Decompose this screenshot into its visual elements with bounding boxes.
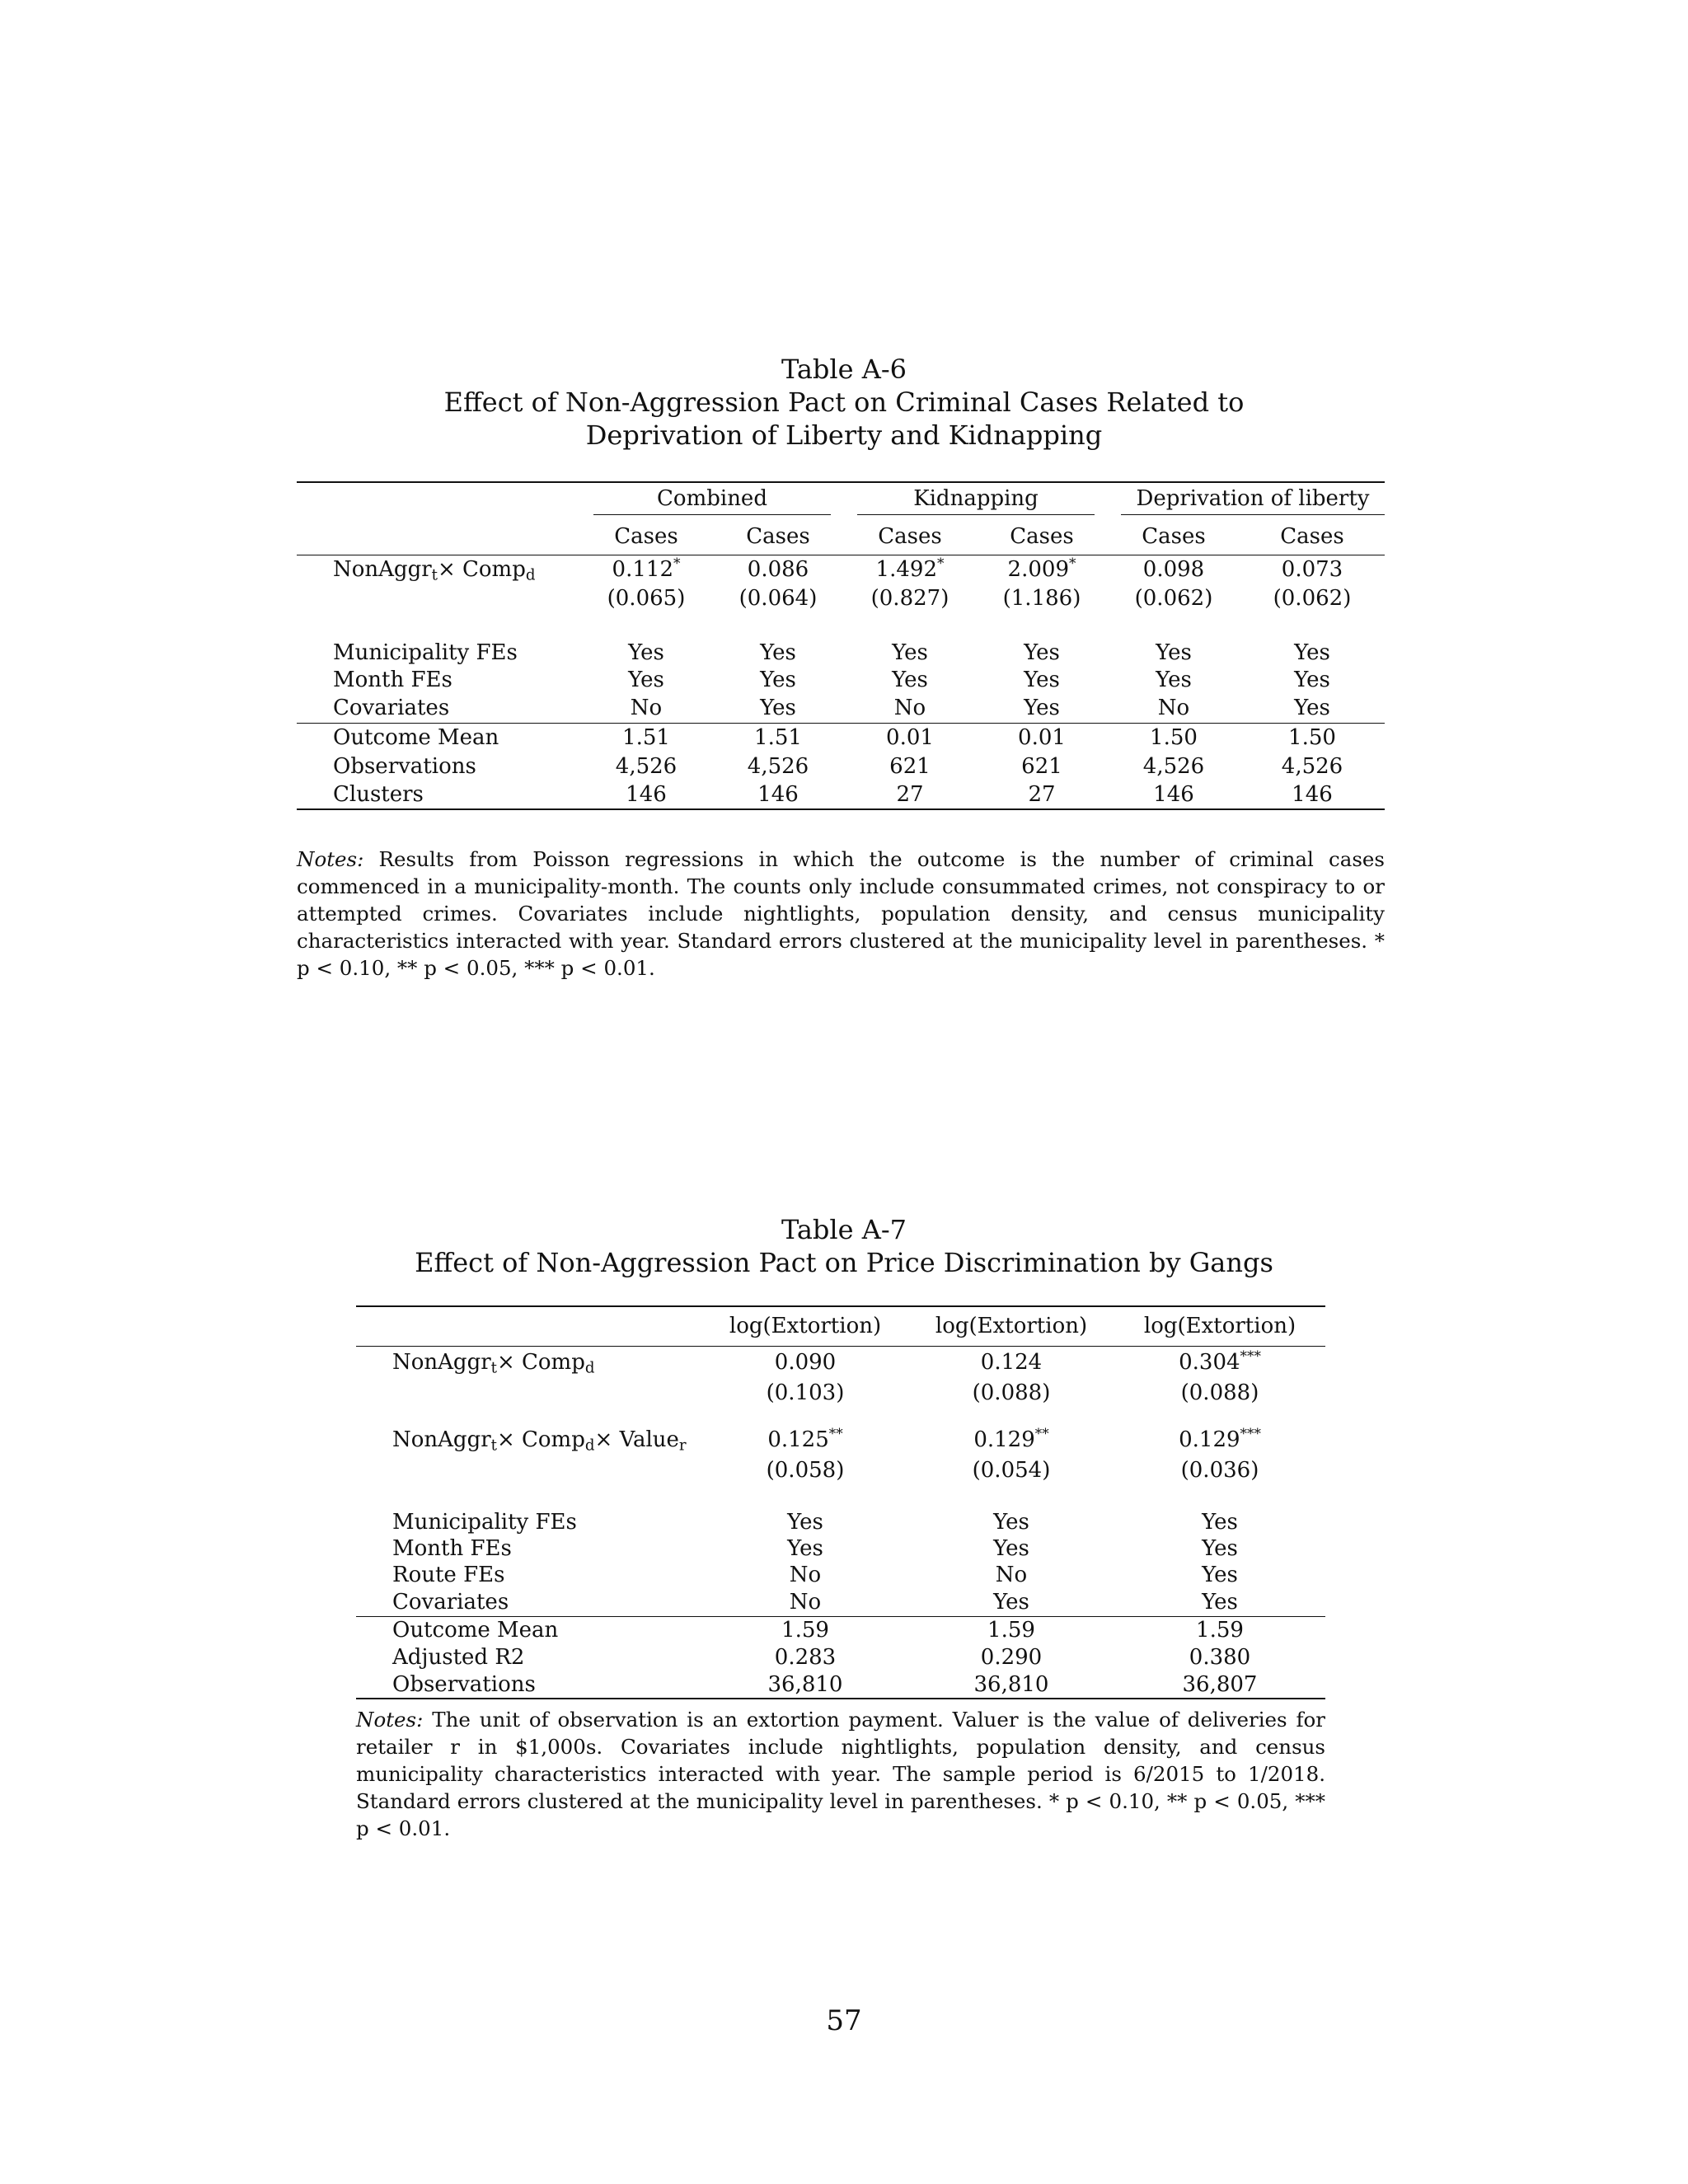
notes-label: Notes: [356,1708,424,1732]
coef-value: 2.009* [1007,555,1076,583]
table-a6-title-block [0,353,1688,452]
table-a7-fe-row: Covariates No Yes Yes [392,1589,1238,1615]
col-header: Cases [1142,523,1206,549]
se-value: (1.186) [1002,586,1081,611]
se-value: (0.064) [738,586,818,611]
col-header: Cases [746,523,810,549]
coef-value: 0.073 [1281,557,1343,583]
table-a6-se-row [297,584,1385,612]
se-value: (0.103) [766,1380,845,1405]
col-header: Cases [878,523,942,549]
se-value: (0.065) [607,586,686,611]
table-a7-stat-row: Adjusted R2 0.283 0.290 0.380 [392,1645,1251,1670]
table-a7-se-row2 [356,1456,1325,1484]
page-number: 57 [826,2004,862,2037]
table-a6-fe-row: Month FEs Yes Yes Yes Yes Yes Yes [333,667,1330,692]
col-header: Cases [1010,523,1074,549]
table-a6-col-header-row [297,518,1385,555]
coef-label: NonAggr$_t$× Comp$_d$ [392,1350,595,1377]
table-a6-stat-row: Outcome Mean 1.51 1.51 0.01 0.01 1.50 1.50 [297,723,1385,752]
se-value: (0.088) [972,1380,1051,1405]
se-value: (0.036) [1180,1458,1259,1483]
table-a6-title-line2: Deprivation of Liberty and Kidnapping [585,419,1103,451]
table-a7-title-line1: Effect of Non-Aggression Pact on Price Discrimination by Gangs [415,1247,1273,1278]
notes-text: The unit of observation is an extortion payment. Valuer is the value of deliveries for retailer r in $1,000s. Covariates include nightlights, population density, and census municipality characteristics interacted with year. The sample period is 6/2015 to 1/2018. Standard errors clustered at the municipality level in parentheses. * p < 0.10, ** p < 0.05, *** p < 0.01. [356,1708,1325,1840]
se-value: (0.088) [1180,1380,1259,1405]
notes-label: Notes: [297,847,364,871]
coef-label: NonAggr$_t$× Comp$_d$ [333,557,536,584]
table-a7-title-block [0,1213,1688,1279]
table-a6-stat-row: Clusters 146 146 27 27 146 146 [333,781,1333,807]
table-a7-fe-row: Route FEs No No Yes [392,1563,1238,1587]
coef-value: 0.098 [1142,557,1205,583]
col-header: Cases [1280,523,1344,549]
table-a7 [356,1305,1325,1699]
table-a6-title-line1: Effect of Non-Aggression Pact on Criminal Cases Related to [443,387,1245,418]
coef-value: 0.125** [767,1424,843,1452]
table-a7-coef-row2 [356,1423,1325,1456]
se-value: (0.062) [1273,586,1352,611]
table-a6-fe-row: Municipality FEs Yes Yes Yes Yes Yes Yes [333,640,1330,665]
col-header: log(Extortion) [729,1314,882,1339]
coef-value: 1.492* [875,555,945,583]
table-a7-col-header-row [356,1306,1325,1346]
group-header-kidnapping: Kidnapping [844,482,1108,518]
col-header: log(Extortion) [935,1314,1088,1339]
table-a7-coef-row1 [356,1346,1325,1379]
table-a6-coef-row [297,555,1385,584]
coef-value: 0.112* [612,555,681,583]
table-a7-stat-row: Observations 36,810 36,810 36,807 [392,1671,1258,1697]
coef-value: 0.090 [774,1350,837,1376]
table-a7-notes [356,1706,1325,1842]
table-a7-fe-row: Municipality FEs Yes Yes Yes [392,1510,1238,1535]
se-value: (0.827) [870,586,950,611]
coef-value: 0.124 [980,1350,1043,1376]
se-value: (0.062) [1134,586,1213,611]
coef-label-interaction: NonAggr$_t$× Comp$_d$× Value$_r$ [392,1427,687,1455]
table-a6-stat-row: Observations 4,526 4,526 621 621 4,526 4,526 [333,753,1343,779]
group-header-deprivation: Deprivation of liberty [1108,482,1385,518]
coef-value: 0.086 [747,557,809,583]
col-header: log(Extortion) [1143,1314,1296,1339]
table-a6-group-header-row [297,482,1385,518]
table-a7-number: Table A-7 [781,1214,907,1245]
coef-value: 0.129** [973,1424,1049,1452]
table-a6-fe-row: Covariates No Yes No Yes No Yes [333,695,1330,720]
table-a7-stat-row: Outcome Mean 1.59 1.59 1.59 [356,1616,1325,1644]
table-a6 [297,481,1385,810]
notes-text: Results from Poisson regressions in which the outcome is the number of criminal cases commenced in a municipality-month. The counts only include consummated crimes, not conspiracy to or attempted crimes. Covariates include nightlights, population density, and census municipality characteristics interacted with year. Standard errors clustered at the municipality level in parentheses. * p < 0.10, ** p < 0.05, *** p < 0.01. [297,847,1385,980]
se-value: (0.058) [766,1458,845,1483]
table-a7-fe-row: Month FEs Yes Yes Yes [392,1536,1238,1561]
table-a6-notes [297,846,1385,982]
se-value: (0.054) [972,1458,1051,1483]
group-header-combined: Combined [580,482,844,518]
table-a7-se-row1 [356,1379,1325,1407]
coef-value: 0.129*** [1179,1424,1261,1452]
table-a6-number: Table A-6 [781,354,907,385]
col-header: Cases [614,523,678,549]
coef-value: 0.304*** [1179,1347,1261,1376]
